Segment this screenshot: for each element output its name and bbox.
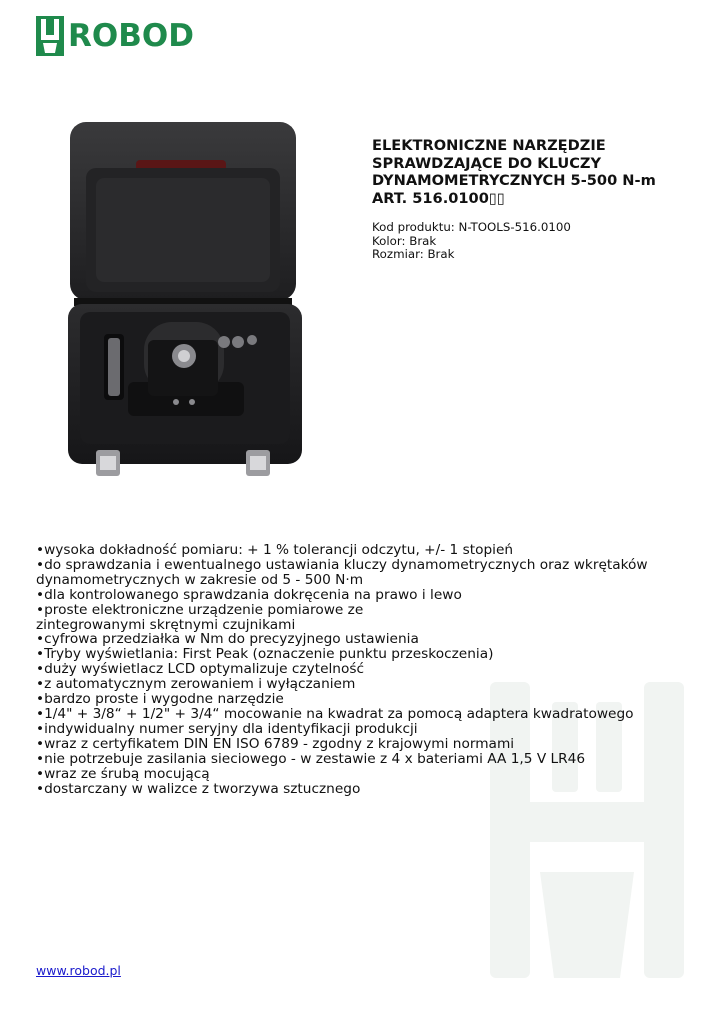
feature-item: • 1/4" + 3/8“ + 1/2" + 3/4“ mocowanie na kwadrat za pomocą adaptera kwadratowego: [36, 707, 696, 722]
brand-logo: [36, 16, 194, 56]
feature-item: • proste elektroniczne urządzenie pomiarowe ze zintegrowanymi skrętnymi czujnikami: [36, 603, 396, 633]
product-title: ELEKTRONICZNE NARZĘDZIE SPRAWDZAJĄCE DO KLUCZY DYNAMOMETRYCZNYCH 5-500 N-m ART. 516.0100▯▯: [372, 137, 656, 207]
feature-item: • nie potrzebuje zasilania sieciowego - w zestawie z 4 x bateriami AA 1,5 V LR46: [36, 752, 696, 767]
robod-logo-icon: [36, 16, 64, 56]
feature-item: • wraz z certyfikatem DIN EN ISO 6789 - zgodny z krajowymi normami: [36, 737, 696, 752]
feature-item: • z automatycznym zerowaniem i wyłączaniem: [36, 677, 696, 692]
feature-item: • duży wyświetlacz LCD optymalizuje czytelność: [36, 662, 696, 677]
brand-name: ROBOD: [68, 18, 194, 54]
product-meta: [372, 221, 571, 262]
product-color: Kolor: Brak: [372, 233, 437, 248]
feature-item: • do sprawdzania i ewentualnego ustawiania kluczy dynamometrycznych oraz wkrętaków dynamometrycznych w zakresie od 5 - 500 N·m: [36, 558, 696, 588]
product-photo: [66, 120, 306, 490]
website-link[interactable]: www.robod.pl: [36, 963, 121, 978]
product-size: Rozmiar: Brak: [372, 247, 455, 262]
feature-item: • cyfrowa przedziałka w Nm do precyzyjnego ustawienia: [36, 632, 696, 647]
feature-item: • wysoka dokładność pomiaru: + 1 % tolerancji odczytu, +/- 1 stopień: [36, 543, 696, 558]
feature-list: [36, 543, 696, 796]
feature-item: • dla kontrolowanego sprawdzania dokręcenia na prawo i lewo: [36, 588, 696, 603]
feature-item: • Tryby wyświetlania: First Peak (oznaczenie punktu przeskoczenia): [36, 647, 696, 662]
product-code: Kod produktu: N-TOOLS-516.0100: [372, 220, 571, 234]
feature-item: • dostarczany w walizce z tworzywa sztucznego: [36, 782, 696, 797]
feature-item: • indywidualny numer seryjny dla identyfikacji produkcji: [36, 722, 696, 737]
feature-item: • wraz ze śrubą mocującą: [36, 767, 696, 782]
feature-item: • bardzo proste i wygodne narzędzie: [36, 692, 696, 707]
